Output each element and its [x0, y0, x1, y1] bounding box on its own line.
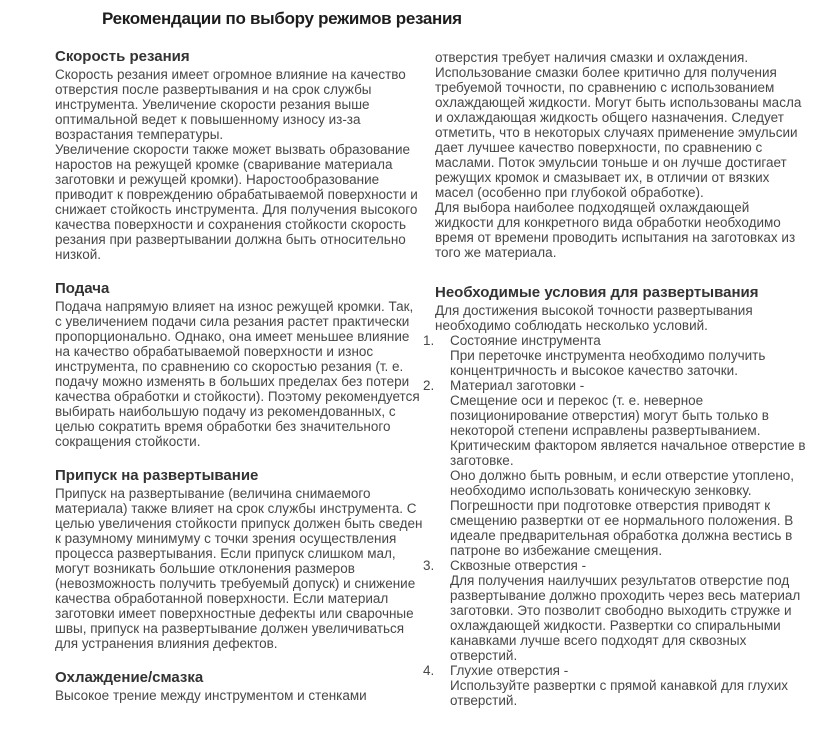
paragraph: Высокое трение между инструментом и стенками: [55, 688, 367, 703]
list-item: [423, 378, 811, 558]
paragraph: Для выбора наиболее подходящей охлаждающей жидкости для конкретного вида обработки необходимо время от времени проводить испытания на заготовках из того же материала.: [435, 200, 796, 260]
section-reaming-allowance: [55, 467, 423, 651]
left-column: [55, 48, 423, 703]
list-item-paragraph: Используйте развертки с прямой канавкой для глухих отверстий.: [450, 678, 789, 708]
section-heading: Охлаждение/смазка: [55, 669, 204, 686]
section-heading: Подача: [55, 280, 110, 297]
list-item: [423, 663, 811, 708]
list-item-paragraph: Оно должно быть ровным, и если отверстие утоплено, необходимо использовать коническую зенковку. Погрешности при подготовке отверстия приводят к смещению развертки от ее нормального положения. В идеале предварительная обработка должна вестись в патроне во избежание смещения.: [450, 468, 795, 558]
paragraph: Подача напрямую влияет на износ режущей кромки. Так, с увеличением подачи сила резания растет практически пропорционально. Однако, она имеет меньшее влияние на качество обрабатываемой поверхности и износ инструмента, по сравнению со скоростью резания (т. е. подачу можно изменять в больших пределах без потери качества обработки и стойкости). Поэтому рекомендуется выбирать наибольшую подачу из рекомендованных, с целью сократить время обработки без значительного сокращения стойкости.: [55, 299, 420, 449]
conditions-intro: Для достижения высокой точности развертывания необходимо соблюдать несколько условий.: [435, 303, 753, 333]
section-reaming-conditions: [423, 284, 811, 708]
list-item-paragraph: Смещение оси и перекос (т. е. неверное позиционирование отверстия) могут быть только в некоторой степени исправлены развертыванием. Критическим фактором является начальное отверстие в заготовке.: [450, 393, 806, 468]
paragraph: Припуск на развертывание (величина снимаемого материала) также влияет на срок службы инструмента. С целью увеличения стойкости припуск должен быть сведен к разумному минимуму с точки зрения осуществления процесса развертывания. Если припуск слишком мал, могут возникать большие отклонения размеров (невозможность получить требуемый допуск) и снижение качества обработанной поверхности. Если материал заготовки имеет поверхностные дефекты или сварочные швы, припуск на развертывание должен увеличиваться для устранения влияния дефектов.: [55, 486, 423, 651]
list-item-body: [438, 663, 811, 708]
paragraph: Скорость резания имеет огромное влияние на качество отверстия после развертывания и на срок службы инструмента. Увеличение скорости резания выше оптимальной ведет к повышенному износу из-за возрастания температуры.: [55, 67, 406, 142]
list-item-body: [438, 558, 811, 663]
section-feed: [55, 280, 423, 449]
list-item-number: 4.: [423, 663, 435, 678]
list-item-number: 1.: [423, 333, 435, 348]
list-item-number: 2.: [423, 378, 435, 393]
right-column: [423, 50, 811, 708]
list-item-number: 3.: [423, 558, 435, 573]
list-item-body: [438, 333, 811, 378]
section-cutting-speed: [55, 48, 423, 262]
section-heading: Скорость резания: [55, 48, 190, 65]
list-item-title: Сквозные отверстия -: [450, 558, 587, 573]
section-cooling-lubrication: [55, 669, 423, 703]
conditions-list: [423, 333, 811, 708]
list-item-paragraph: Для получения наилучших результатов отверстие под развертывание должно проходить через весь материал заготовки. Это позволит свободно выходить стружке и охлаждающей жидкости. Развертки со спиральными канавками лучше всего подходят для сквозных отверстий.: [450, 573, 801, 663]
section-heading: Необходимые условия для развертывания: [435, 284, 759, 301]
list-item-title: Материал заготовки -: [450, 378, 585, 393]
list-item: [423, 333, 811, 378]
paragraph: Увеличение скорости также может вызвать образование наростов на режущей кромке (сваривание материала заготовки и режущей кромки). Наростообразование приводит к повреждению обрабатываемой поверхности и снижает стойкость инструмента. Для получения высокого качества поверхности и сохранения стойкости скорость резания при развертывании должна быть относительно низкой.: [55, 142, 418, 262]
list-item-title: Состояние инструмента: [450, 333, 601, 348]
list-item: [423, 558, 811, 663]
paragraph: отверстия требует наличия смазки и охлаждения. Использование смазки более критично для получения требуемой точности, по сравнению с использованием охлаждающей жидкости. Могут быть использованы масла и охлаждающая жидкость общего назначения. Следует отметить, что в некоторых случаях применение эмульсии дает лучшее качество поверхности, по сравнению с маслами. Поток эмульсии тоньше и он лучше достигает режущих кромок и смазывает их, в отличии от вязких масел (особенно при глубокой обработке).: [435, 50, 802, 200]
page-title: Рекомендации по выбору режимов резания: [102, 9, 462, 28]
list-item-title: Глухие отверстия -: [450, 663, 569, 678]
section-heading: Припуск на развертывание: [55, 467, 259, 484]
list-item-paragraph: При переточке инструмента необходимо получить концентричность и высокое качество заточки.: [450, 348, 766, 378]
list-item-body: [438, 378, 811, 558]
